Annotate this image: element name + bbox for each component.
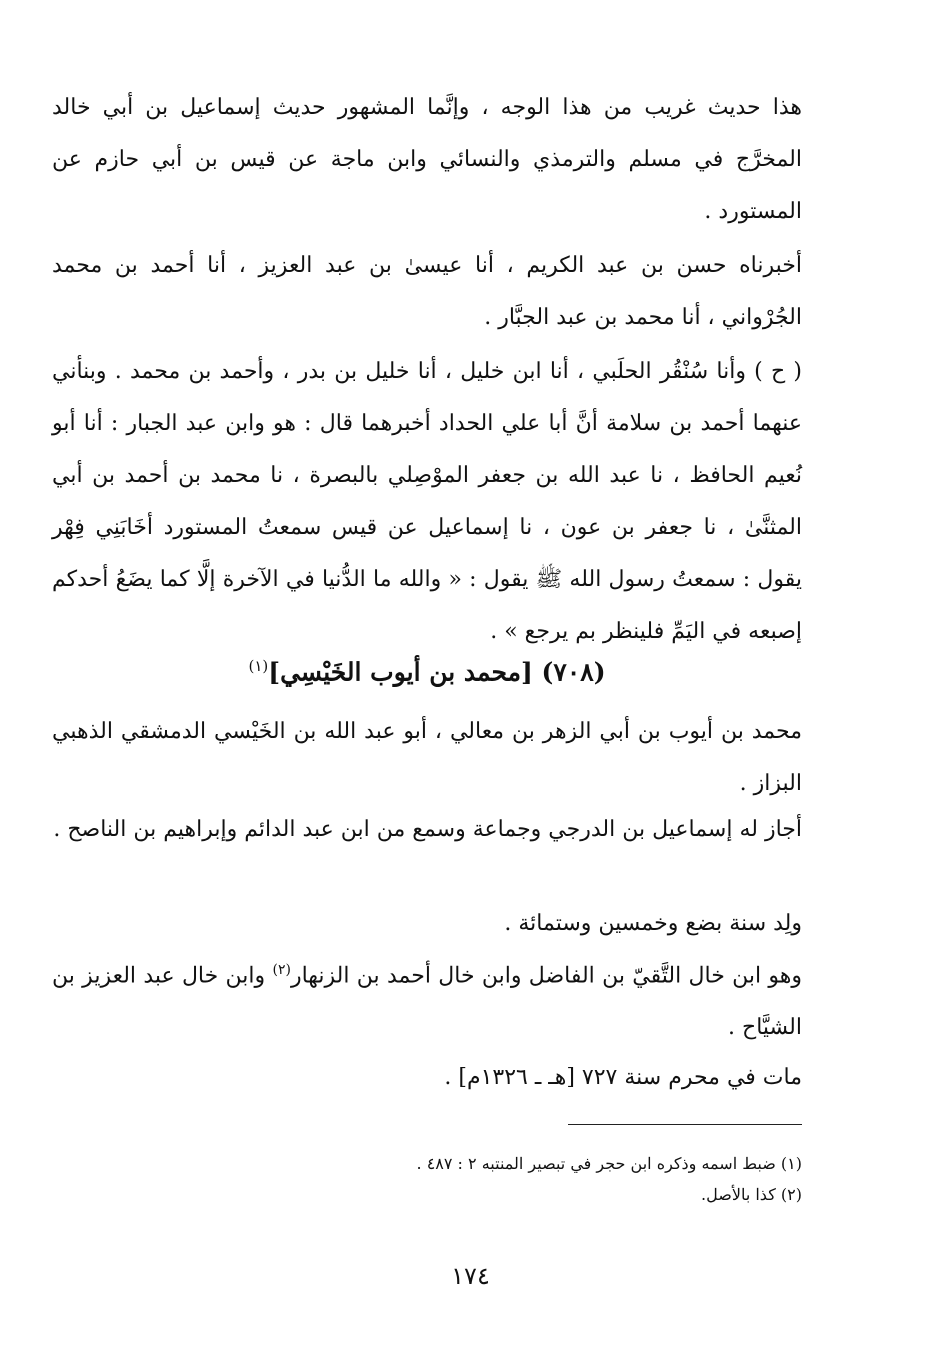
- paragraph-isnad-2: ( ح ) وأنا سُنْقُر الحلَبي ، أنا ابن خليل ، أنا خليل بن بدر ، وأحمد بن محمد . وبنأني عنهما أحمد بن سلامة أنَّ أبا علي الحداد أخبرهما قال : هو وابن عبد الجبار : أنا أبو نُعيم الحافظ ، نا عبد الله بن جعفر الموْصِلي بالبصرة ، نا محمد بن أحمد بن أبي المثنَّىٰ ، نا جعفر بن عون ، نا إسماعيل عن قيس سمعتُ المستورد أخَابَنِي فِهْر يقول : سمعتُ رسول الله ﷺ يقول : « والله ما الدُّنيا في الآخرة إلَّا كما يضَعُ أحدكم إصبعه في اليَمِّ فلينظر بم يرجع » .: [52, 359, 802, 644]
- footnote-1: (١) ضبط اسمه وذكره ابن حجر في تبصير المنتبه ٢ : ٤٨٧ .: [416, 1154, 802, 1173]
- paragraph-bio-ijaza: أجاز له إسماعيل بن الدرجي وجماعة وسمع من ابن عبد الدائم وإبراهيم بن الناصح .: [53, 817, 802, 842]
- footnote-ref-2: (٢): [272, 962, 291, 978]
- paragraph-hadith-note: هذا حديث غريب من هذا الوجه ، وإنَّما المشهور حديث إسماعيل بن أبي خالد المخرَّج في مسلم والترمذي والنسائي وابن ماجة عن قيس بن أبي حازم عن المستورد .: [52, 95, 803, 224]
- page-number: ١٧٤: [451, 1262, 490, 1290]
- footnote-separator: [568, 1124, 802, 1125]
- paragraph-bio-death: مات في محرم سنة ٧٢٧ [هـ ـ ١٣٢٦م] .: [444, 1065, 802, 1090]
- footnote-2: (٢) كذا بالأصل.: [701, 1185, 802, 1204]
- relations-text-b: وابن خال عبد العزيز بن الشيَّاح .: [52, 963, 802, 1041]
- paragraph-bio-name: محمد بن أيوب بن أبي الزهر بن معالي ، أبو عبد الله بن الخَيْسي الدمشقي الذهبي البزاز .: [52, 719, 802, 796]
- paragraph-bio-relations: [52, 944, 838, 1054]
- relations-text-a: وهو ابن خال التَّقيّ بن الفاضل وابن خال أحمد بن الزنهار: [290, 963, 803, 989]
- footnotes: [52, 1148, 802, 1210]
- paragraph-bio-birth: ولِد سنة بضع وخمسين وستمائة .: [504, 911, 802, 936]
- entry-heading: [52, 640, 802, 698]
- paragraph-isnad-1: أخبرناه حسن بن عبد الكريم ، أنا عيسىٰ بن عبد العزيز ، أنا أحمد بن محمد الجُرْواني ، أنا محمد بن عبد الجبَّار .: [52, 253, 802, 330]
- entry-heading-text: (٧٠٨) [محمد بن أيوب الخَيْسِي]: [268, 657, 606, 687]
- footnote-ref-1: (١): [248, 657, 269, 675]
